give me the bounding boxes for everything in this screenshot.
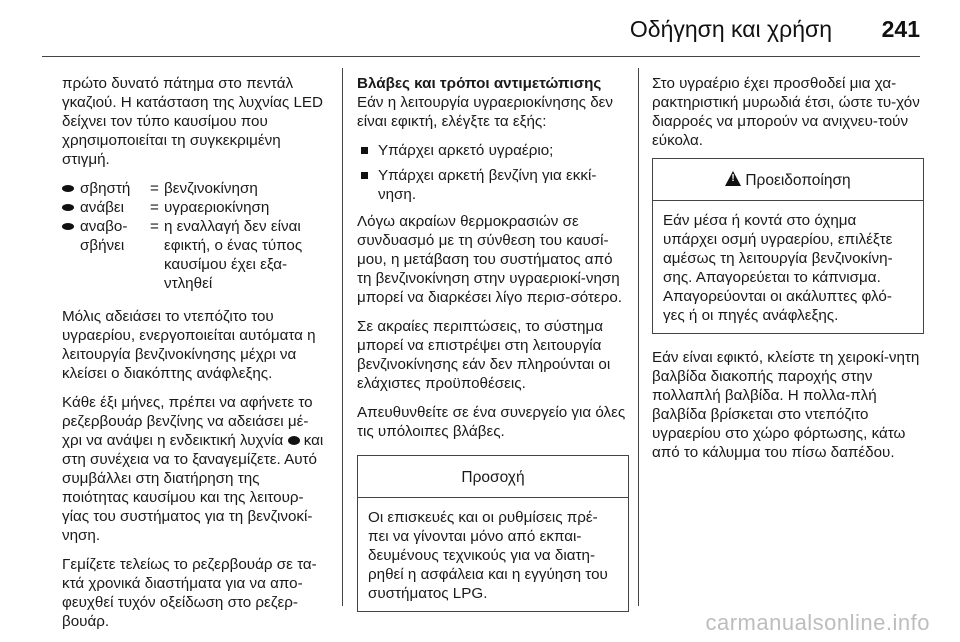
column-1: [62, 74, 328, 641]
legend-row: [62, 179, 328, 198]
legend-meaning: υγραεριοκίνηση: [164, 199, 270, 216]
legend-meaning: η εναλλαγή δεν είναι εφικτή, ο ένας τύπος καυσίμου έχει εξα-ντληθεί: [164, 218, 303, 292]
column-divider-2: [638, 68, 639, 606]
column-2: [357, 74, 629, 612]
section-heading: Βλάβες και τρόποι αντιμετώπισης: [357, 75, 602, 92]
watermark: carmanualsonline.info: [705, 610, 930, 635]
led-legend: [62, 179, 328, 293]
caution-box: [357, 455, 629, 612]
legend-equals: =: [150, 199, 159, 216]
page-title: Οδήγηση και χρήση: [629, 16, 832, 42]
warning-body: Εάν μέσα ή κοντά στο όχημα υπάρχει οσμή υγραερίου, επιλέξτε αμέσως τη λειτουργία βενζινοκίνη-σης. Απαγορεύεται το κάπνισμα. Απαγορεύονται οι ακάλυπτες φλό-γες ή οι πηγές ανάφλεξης.: [663, 212, 893, 324]
warning-header: [653, 159, 923, 201]
column-divider-1: [342, 68, 343, 606]
warning-title: Προειδοποίηση: [745, 172, 851, 189]
paragraph: Λόγω ακραίων θερμοκρασιών σε συνδυασμό με τη σύνθεση του καυσί-μου, η μετάβαση του συστήματος από τη βενζινοκίνηση στην υγραεριοκί-νηση μπορεί να διαρκέσει λίγο περισ-σότερο.: [357, 213, 623, 306]
header-rule: [42, 56, 920, 57]
paragraph: Εάν είναι εφικτό, κλείστε τη χειροκί-νητη βαλβίδα διακοπής παροχής στην πολλαπλή βαλβίδα. Η πολλα-πλή βαλβίδα βρίσκεται στο ντεπόζιτο υγραερίου στο χώρο φόρτωσης, κάτω από το κάλυμμα του πίσω δαπέδου.: [652, 349, 920, 461]
paragraph: Εάν η λειτουργία υγραεριοκίνησης δεν είναι εφικτή, ελέγξτε τα εξής:: [357, 94, 614, 130]
legend-state: ανάβει: [80, 199, 125, 216]
legend-state: σβηστή: [80, 180, 131, 197]
caution-title: Προσοχή: [358, 456, 628, 498]
paragraph: Γεμίζετε τελείως το ρεζερβουάρ σε τα-κτά χρονικά διαστήματα για να απο-φευχθεί τυχόν οξείδωση στο ρεζερ-βουάρ.: [62, 556, 317, 630]
legend-row: [62, 198, 328, 217]
paragraph: πρώτο δυνατό πάτημα στο πεντάλ γκαζιού. Η κατάσταση της λυχνίας LED δείχνει τον τύπο καυσίμου που χρησιμοποιείται τη συγκεκριμένη στιγμή.: [62, 75, 324, 168]
legend-state: αναβο-σβήνει: [80, 218, 128, 254]
list-item: [357, 141, 629, 160]
bullet-icon: [361, 147, 368, 154]
list-item-text: Υπάρχει αρκετό υγραέριο;: [378, 142, 554, 159]
page-header: [0, 0, 960, 62]
list-item: [357, 166, 629, 204]
list-item-text: Υπάρχει αρκετή βενζίνη για εκκί-νηση.: [378, 167, 597, 203]
legend-equals: =: [150, 180, 159, 197]
paragraph: Απευθυνθείτε σε ένα συνεργείο για όλες τις υπόλοιπες βλάβες.: [357, 404, 626, 440]
caution-body: Οι επισκευές και οι ρυθμίσεις πρέ-πει να γίνονται μόνο από εκπαι-δευμένους τεχνικούς για να διατη-ρηθεί η ασφάλεια και η εγγύηση του συστήματος LPG.: [368, 509, 608, 602]
fuel-warning-lamp-icon: [288, 436, 300, 445]
led-indicator-icon: [62, 204, 74, 211]
legend-equals: =: [150, 218, 159, 235]
warning-triangle-icon: !: [725, 171, 741, 186]
page-number: 241: [881, 16, 920, 42]
led-indicator-icon: [62, 223, 74, 230]
paragraph-text: Κάθε έξι μήνες, πρέπει να αφήνετε το ρεζερβουάρ βενζίνης να αδειάσει μέ-χρι να ανάψει η ενδεικτική λυχνία: [62, 394, 313, 449]
bullet-icon: [361, 172, 368, 179]
paragraph-text: και στη συνέχεια να το ξαναγεμίζετε. Αυτό συμβάλλει στη διατήρηση της ποιότητας καυσίμου και της λειτουρ-γίας του συστήματος για τη βενζινοκί-νηση.: [62, 432, 324, 544]
paragraph: Στο υγραέριο έχει προσθοδεί μια χα-ρακτηριστική μυρωδιά έτσι, ώστε τυ-χόν διαρροές να μπορούν να ανιχνευ-τούν εύκολα.: [652, 75, 920, 149]
column-3: [652, 74, 924, 472]
legend-row: [62, 217, 328, 293]
legend-meaning: βενζινοκίνηση: [164, 180, 258, 197]
led-indicator-icon: [62, 185, 74, 192]
warning-box: [652, 158, 924, 334]
paragraph: [62, 393, 328, 545]
paragraph: Σε ακραίες περιπτώσεις, το σύστημα μπορεί να επιστρέψει στη λειτουργία βενζινοκίνησης εάν δεν πληρούνται οι ελάχιστες προϋποθέσεις.: [357, 318, 611, 392]
paragraph: Μόλις αδειάσει το ντεπόζιτο του υγραερίου, ενεργοποιείται αυτόματα η λειτουργία βενζινοκίνησης μέχρι να κλείσει ο διακόπτης ανάφλεξης.: [62, 308, 316, 382]
